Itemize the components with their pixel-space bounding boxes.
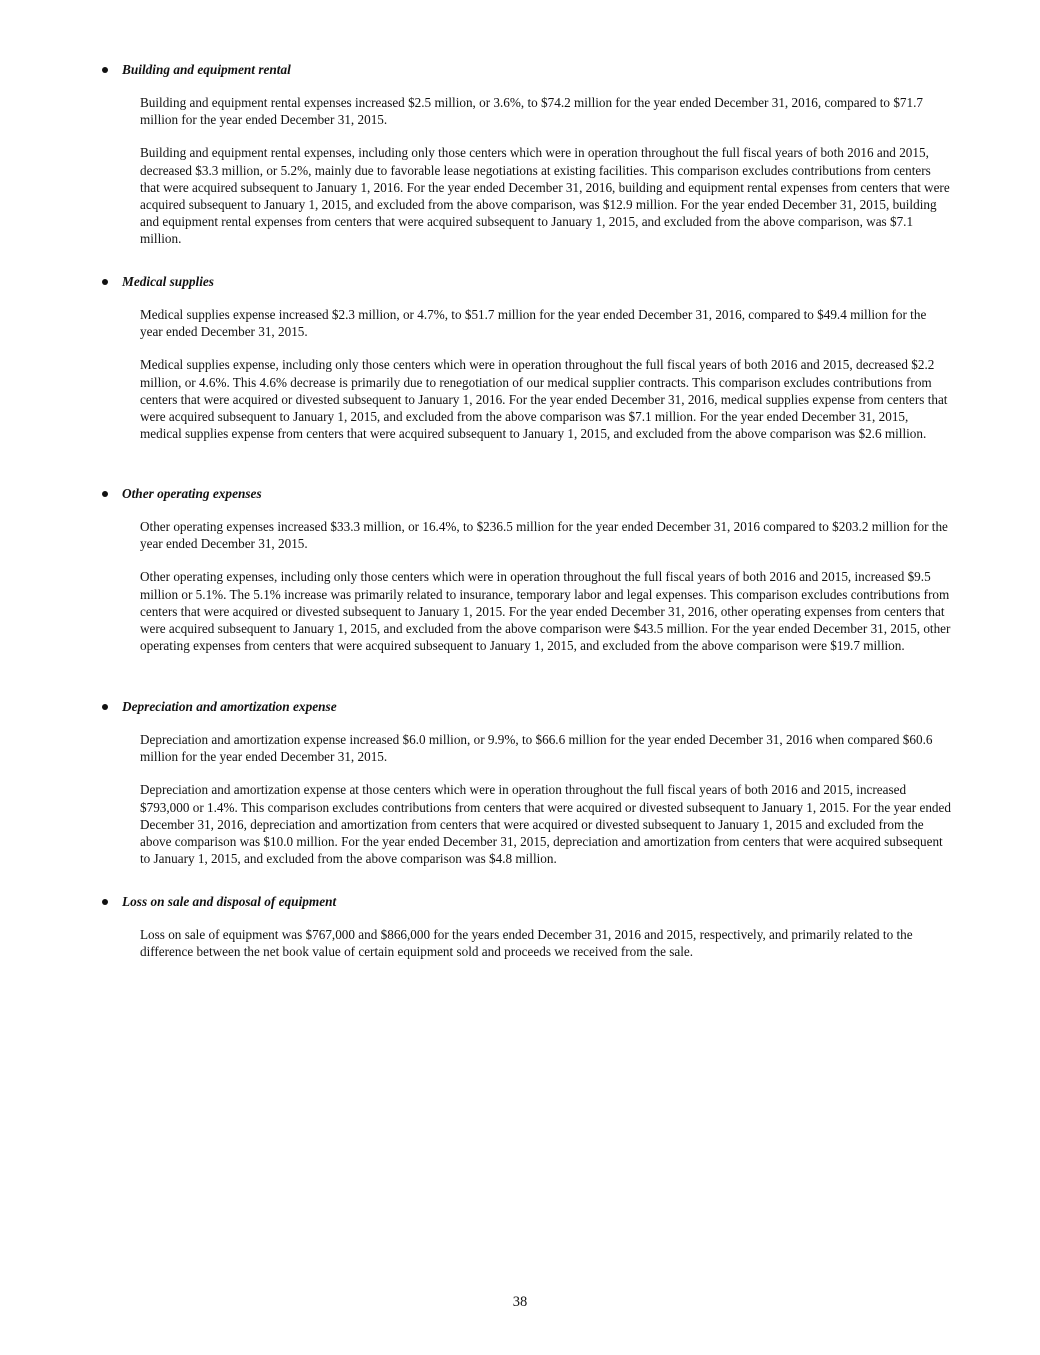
section-heading — [102, 892, 952, 912]
section-depreciation-amortization — [102, 697, 952, 867]
bullet-icon — [102, 704, 108, 710]
bullet-icon — [102, 279, 108, 285]
paragraph: Medical supplies expense, including only those centers which were in operation throughout the full fiscal years of both 2016 and 2015, decreased $2.2 million, or 4.6%. This 4.6% decrease is primarily due to renegotiation of our medical supplier contracts. This comparison excludes contributions from centers that were acquired or divested subsequent to January 1, 2016. For the year ended December 31, 2016, medical supplies expense from centers that were acquired subsequent to January 1, 2015, and excluded from the above comparison was $7.1 million. For the year ended December 31, 2015, medical supplies expense from centers that were acquired subsequent to January 1, 2015, and excluded from the above comparison was $2.6 million. — [140, 357, 948, 442]
bullet-icon — [102, 491, 108, 497]
paragraph: Other operating expenses, including only those centers which were in operation throughout the full fiscal years of both 2016 and 2015, increased $9.5 million or 5.1%. The 5.1% increase was primarily related to insurance, temporary labor and legal expenses. This comparison excludes contributions from centers that were acquired or divested subsequent to January 1, 2015. For the year ended December 31, 2016, other operating expenses from centers that were acquired subsequent to January 1, 2015, and excluded from the above comparison were $43.5 million. For the year ended December 31, 2015, other operating expenses from centers that were acquired subsequent to January 1, 2015, and excluded from the above comparison were $19.7 million. — [140, 569, 951, 654]
section-medical-supplies — [102, 272, 952, 442]
section-heading — [102, 272, 952, 292]
paragraph: Depreciation and amortization expense at those centers which were in operation throughout the full fiscal years of both 2016 and 2015, increased $793,000 or 1.4%. This comparison excludes contributions from centers that were acquired or divested subsequent to January 1, 2015. For the year ended December 31, 2016, depreciation and amortization from centers that were acquired or divested subsequent to January 1, 2015 and excluded from the above comparison was $10.0 million. For the year ended December 31, 2015, depreciation and amortization from centers that were acquired subsequent to January 1, 2015, and excluded from the above comparison was $4.8 million. — [140, 782, 951, 867]
page-number: 38 — [512, 1294, 528, 1310]
section-heading-text: Medical supplies — [122, 274, 214, 289]
paragraph: Medical supplies expense increased $2.3 million, or 4.7%, to $51.7 million for the year ended December 31, 2016, compared to $49.4 million for the year ended December 31, 2015. — [140, 307, 927, 340]
section-other-operating-expenses — [102, 484, 952, 654]
section-heading — [102, 697, 952, 717]
section-heading — [102, 60, 952, 80]
section-heading-text: Depreciation and amortization expense — [122, 699, 337, 714]
section-heading-text: Building and equipment rental — [122, 62, 291, 77]
section-heading-text: Other operating expenses — [122, 486, 262, 501]
bullet-icon — [102, 67, 108, 73]
paragraph: Depreciation and amortization expense increased $6.0 million, or 9.9%, to $66.6 million for the year ended December 31, 2016 when compared $60.6 million for the year ended December 31, 2015. — [140, 732, 933, 765]
section-heading — [102, 484, 952, 504]
bullet-icon — [102, 899, 108, 905]
paragraph: Loss on sale of equipment was $767,000 and $866,000 for the years ended December 31, 2016 and 2015, respectively, and primarily related to the difference between the net book value of certain equipment sold and proceeds we received from the sale. — [140, 927, 913, 960]
section-heading-text: Loss on sale and disposal of equipment — [122, 894, 337, 909]
section-loss-on-sale — [102, 892, 952, 960]
section-building-equipment-rental — [102, 60, 952, 248]
paragraph: Building and equipment rental expenses increased $2.5 million, or 3.6%, to $74.2 million for the year ended December 31, 2016, compared to $71.7 million for the year ended December 31, 2015. — [140, 95, 923, 128]
paragraph: Other operating expenses increased $33.3 million, or 16.4%, to $236.5 million for the year ended December 31, 2016 compared to $203.2 million for the year ended December 31, 2015. — [140, 519, 948, 552]
paragraph: Building and equipment rental expenses, including only those centers which were in operation throughout the full fiscal years of both 2016 and 2015, decreased $3.3 million, or 5.2%, mainly due to favorable lease negotiations at existing facilities. This comparison excludes contributions from centers that were acquired subsequent to January 1, 2016. For the year ended December 31, 2016, building and equipment rental expenses from centers that were acquired subsequent to January 1, 2015, and excluded from the above comparison, was $12.9 million. For the year ended December 31, 2015, building and equipment rental expenses from centers that were acquired subsequent to January 1, 2015, and excluded from the above comparison, was $7.1 million. — [140, 145, 950, 247]
